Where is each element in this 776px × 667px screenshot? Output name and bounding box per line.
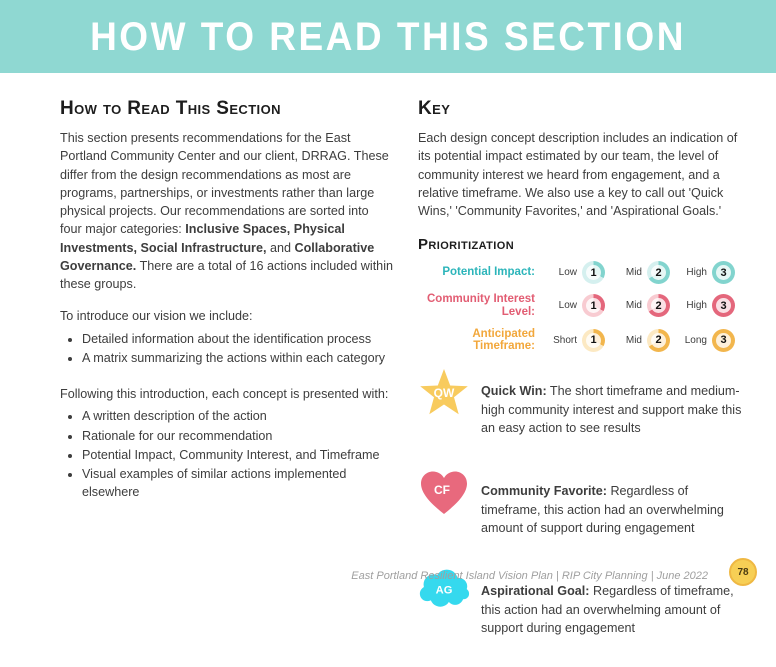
intro-text: This section presents recommendations for the East Portland Community Center and our client, DRRAG. These differ from the design recommendations as most are programs, partnerships, or investments rather than large physical projects. Our recommendations are sorted into four major categories: [60,131,389,237]
level-value: 3 [720,334,727,347]
badge-lead: Community Favorite: [481,484,607,499]
section-heading: How to Read This Section [60,98,281,119]
level-value: 2 [655,266,662,279]
level-name: High [686,267,707,279]
row-label: Anticipated Timeframe: [472,327,535,353]
level-short [543,329,605,352]
key-paragraph: Each design concept description includes an indication of its potential impact estimated by our team, the level of community interest we heard from engagement, and a relative timeframe. We also use a key to call out 'Quick Wins,' 'Community Favorites,' and 'Aspirational Goals.' [418,131,738,218]
key-heading: Key [418,98,451,119]
prioritization-row-community-interest [418,293,744,318]
pie-circle-icon [647,294,670,317]
following-list [60,407,393,501]
intro-paragraph [60,129,393,293]
level-mid [608,329,670,352]
prioritization-section [418,236,744,353]
level-value: 2 [655,299,662,312]
prioritization-heading: Prioritization [418,236,515,254]
page-header-banner [0,0,776,73]
level-value: 1 [590,334,597,347]
list-item: • A written description of the action [82,407,393,425]
level-high [673,294,735,317]
intro-text: There are a total of 16 actions included within these groups. [60,258,393,291]
vision-list [60,330,393,368]
list-item: • Potential Impact, Community Interest, and Timeframe [82,446,393,464]
badge-community-favorite [418,467,744,550]
list-item: • Visual examples of similar actions implemented elsewhere [82,465,393,502]
pie-circle-icon [582,261,605,284]
star-icon [418,367,470,419]
badge-lead: Quick Win: [481,384,547,399]
level-value: 2 [655,334,662,347]
heart-icon [418,467,470,519]
page-title: HOW TO READ THIS SECTION [90,13,686,59]
pie-circle-icon [647,329,670,352]
key-badges [418,367,744,650]
badge-desc: Regardless of timeframe, this action had an overwhelming amount of support during engagement [481,484,724,535]
pie-circle-icon [712,261,735,284]
category-bold: Collaborative Governance. [60,240,375,273]
level-name: Mid [625,300,642,312]
prioritization-row-anticipated-timeframe [418,328,744,353]
level-long [673,329,735,352]
star-abbr: QW [433,385,455,400]
badge-text [481,479,744,537]
row-label: Community Interest Level: [427,293,535,318]
badge-desc: The short timeframe and medium-high community interest and support make this an easy action to see results [481,384,742,435]
prioritization-row-potential-impact [418,261,744,284]
badge-lead: Aspirational Goal: [481,584,590,599]
level-name: Short [553,334,577,346]
page-number-badge: 78 [729,558,757,586]
level-mid [608,294,670,317]
heart-abbr: CF [434,482,450,497]
intro-text: and [266,240,295,255]
level-name: Mid [625,267,642,279]
level-value: 3 [720,266,727,279]
following-lead: Following this introduction, each concept is presented with: [60,387,389,401]
level-low [543,294,605,317]
row-label: Potential Impact: [442,266,535,279]
badge-quick-win [418,367,744,450]
left-column [60,98,393,503]
level-name: Low [558,300,577,312]
level-low [543,261,605,284]
badge-text [481,379,744,437]
level-value: 1 [590,299,597,312]
level-value: 1 [590,266,597,279]
level-name: Low [558,267,577,279]
footer-citation: East Portland Resilient Island Vision Plan | RIP City Planning | June 2022 [351,570,708,582]
pie-circle-icon [582,294,605,317]
category-list-bold: Inclusive Spaces, Physical Investments, Social Infrastructure, [60,222,345,255]
list-item: • Detailed information about the identification process [82,330,393,348]
badge-text [481,579,744,637]
level-high [673,261,735,284]
level-name: High [686,300,707,312]
list-item: • Rationale for our recommendation [82,427,393,445]
pie-circle-icon [582,329,605,352]
level-mid [608,261,670,284]
cloud-abbr: AG [435,584,453,597]
level-name: Long [684,334,707,346]
list-item: • A matrix summarizing the actions within each category [82,349,393,367]
pie-circle-icon [712,294,735,317]
level-value: 3 [720,299,727,312]
pie-circle-icon [647,261,670,284]
badge-desc: Regardless of timeframe, this action had an overwhelming amount of support during engagement [481,584,734,635]
pie-circle-icon [712,329,735,352]
level-name: Mid [625,334,642,346]
vision-lead: To introduce our vision we include: [60,309,253,324]
